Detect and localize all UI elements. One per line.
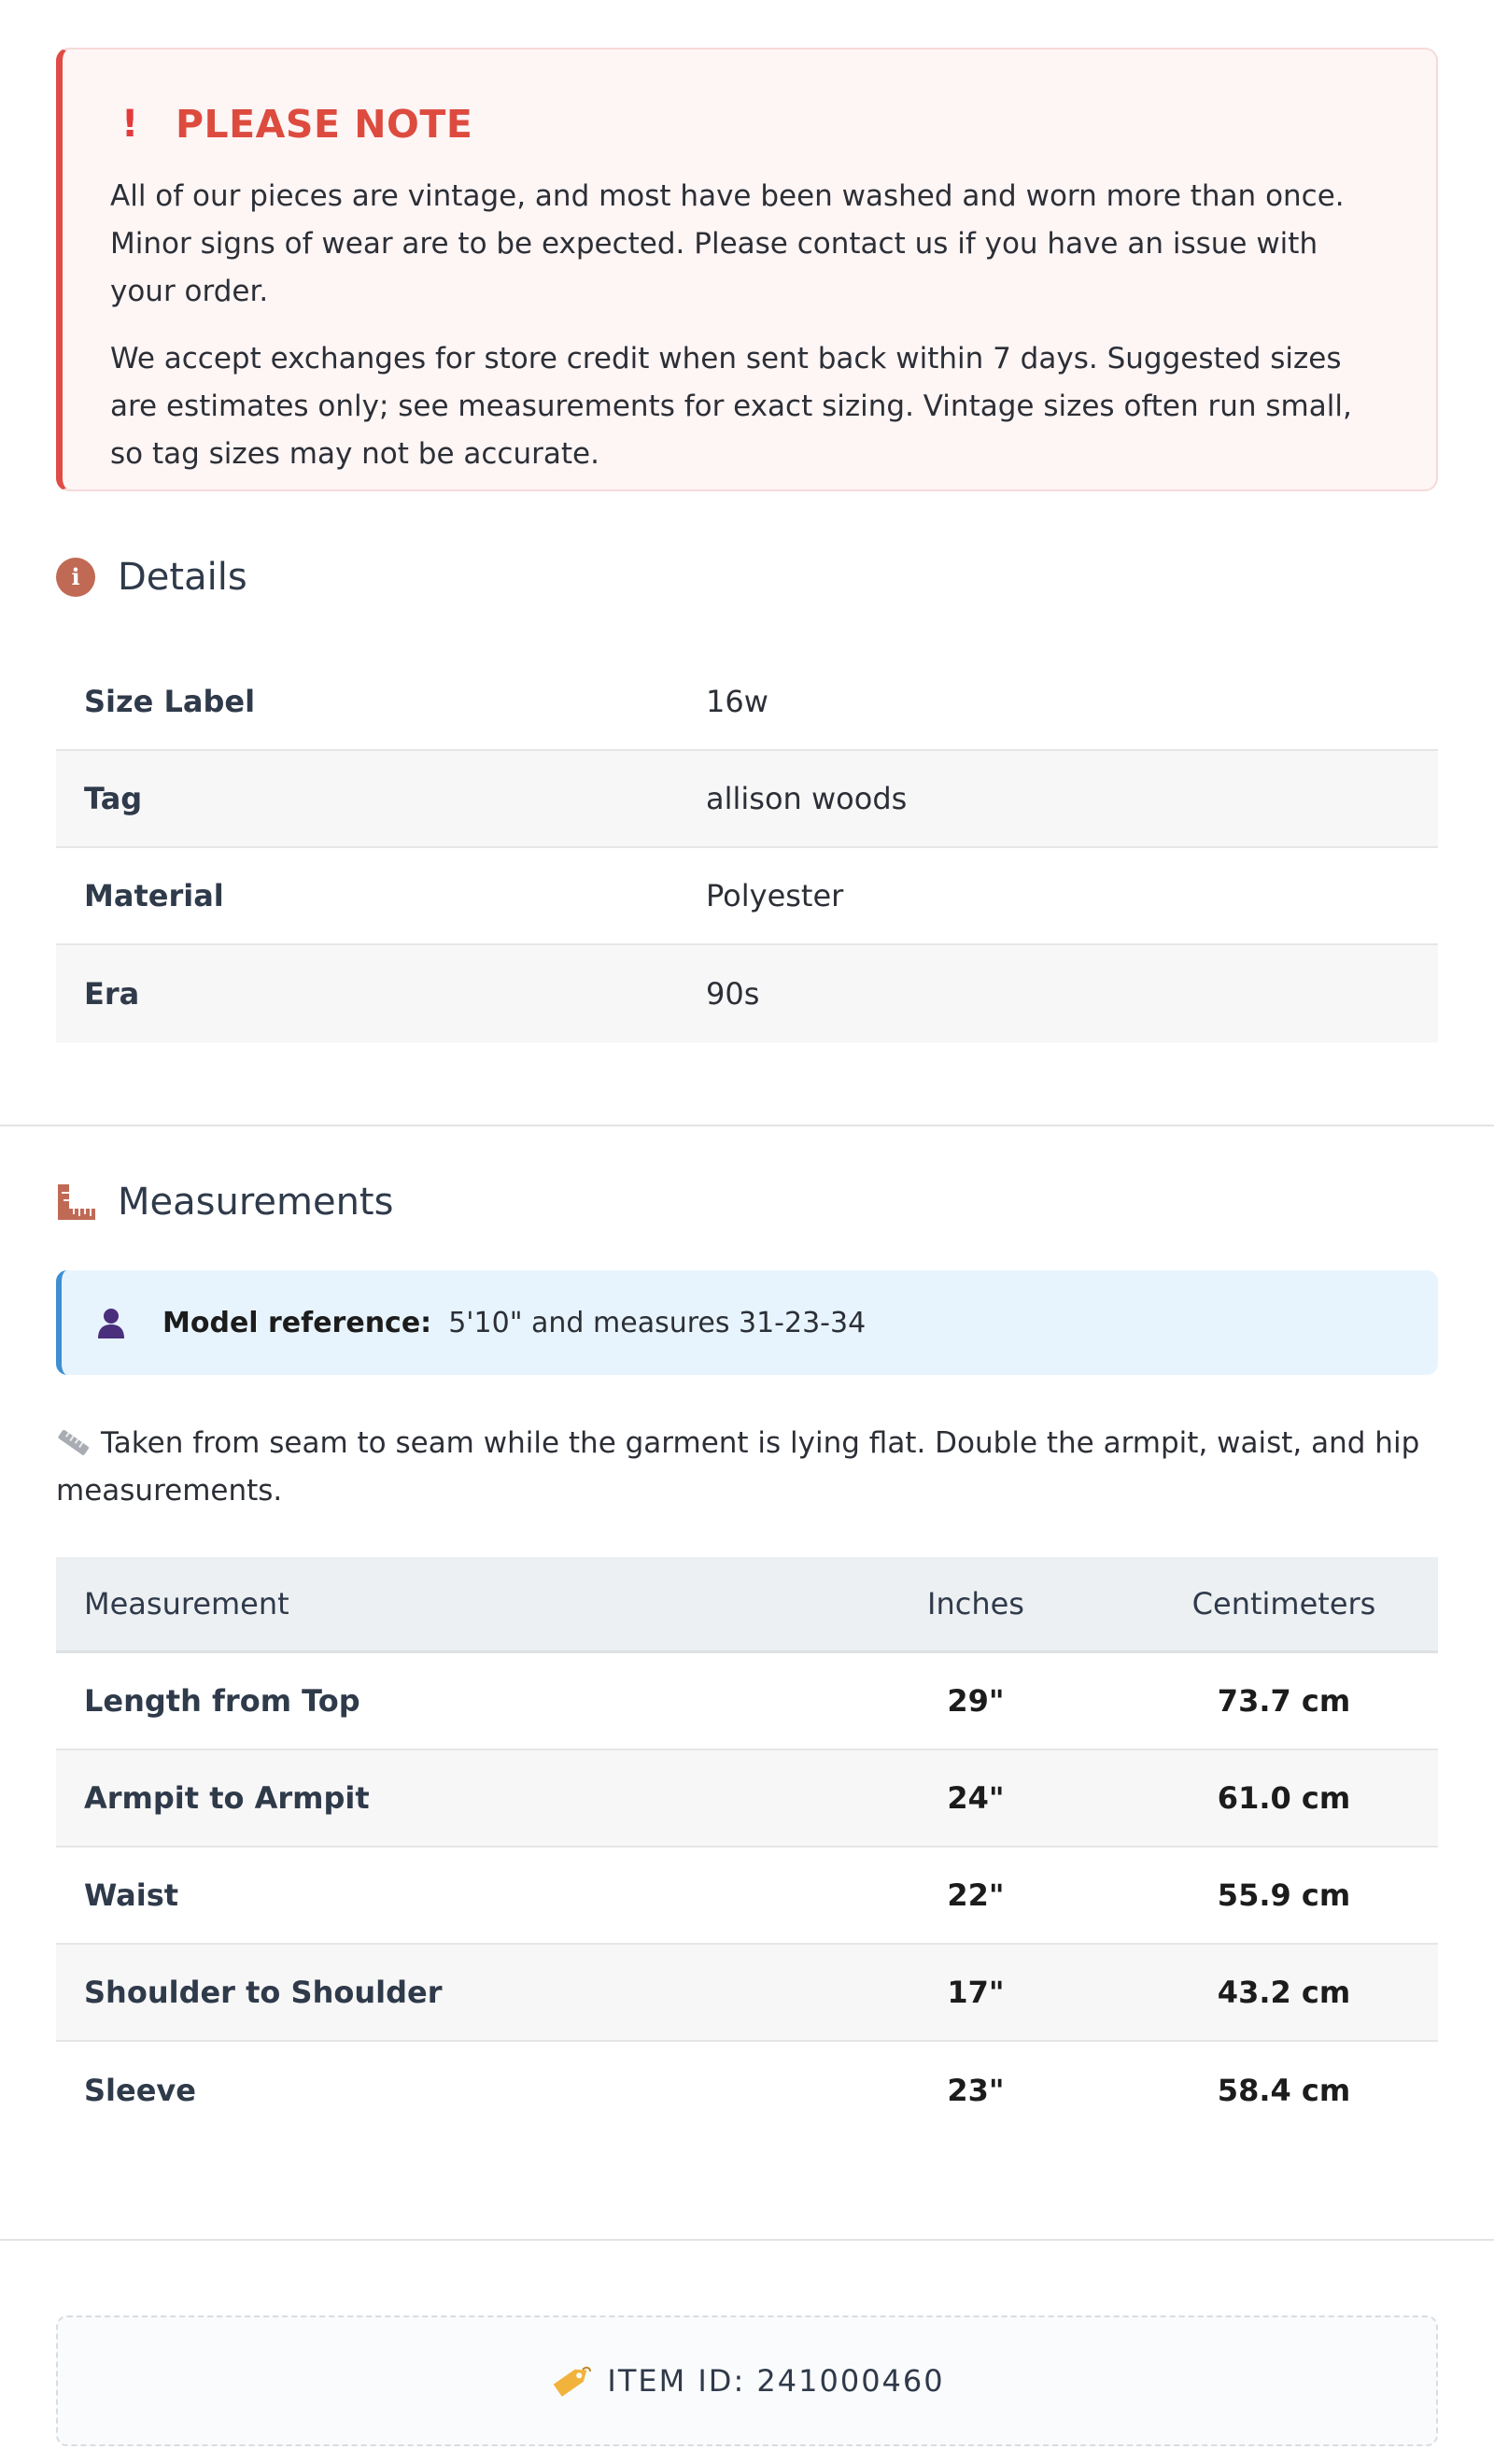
item-id-box (56, 2315, 1438, 2446)
details-value: 90s (706, 976, 760, 1012)
measurement-inches: 29" (947, 1683, 1005, 1719)
measurement-cm: 58.4 cm (1217, 2073, 1351, 2108)
details-label: Tag (84, 781, 143, 816)
table-row (56, 2042, 1438, 2139)
measurement-inches: 23" (947, 2073, 1005, 2108)
measurement-note-text: Taken from seam to seam while the garment is lying flat. Double the armpit, waist, and hip measurements. (56, 1426, 1420, 1508)
measurement-cm: 61.0 cm (1217, 1780, 1351, 1816)
measurement-note (56, 1420, 1438, 1515)
table-row (56, 1848, 1438, 1945)
measurement-inches: 22" (947, 1877, 1005, 1913)
notice-box (56, 48, 1438, 491)
exclamation-icon: ! (121, 103, 139, 146)
details-header (56, 549, 1438, 605)
details-row-era (56, 945, 1438, 1042)
measurement-cm: 55.9 cm (1217, 1877, 1351, 1913)
item-id-label: ITEM ID: 241000460 (607, 2363, 945, 2399)
measurement-inches: 17" (947, 1975, 1005, 2010)
notice-paragraph: All of our pieces are vintage, and most have been washed and worn more than once. Minor signs of wear are to be expected. Please contact us if you have an issue with your order. (110, 179, 1345, 308)
details-label: Era (84, 976, 140, 1012)
table-row (56, 1653, 1438, 1750)
info-icon: i (56, 558, 95, 597)
page-content (0, 48, 1494, 1042)
measurement-name: Waist (84, 1877, 179, 1913)
ruler-icon-wrap (56, 1182, 118, 1222)
measurement-name: Shoulder to Shoulder (84, 1975, 443, 2010)
measurements-title: Measurements (118, 1181, 394, 1224)
details-row-size-label (56, 654, 1438, 751)
notice-title: PLEASE NOTE (176, 102, 473, 147)
measurement-name: Armpit to Armpit (84, 1780, 370, 1816)
details-table (56, 654, 1438, 1042)
measurement-name: Length from Top (84, 1683, 360, 1719)
details-row-tag (56, 751, 1438, 848)
details-label: Size Label (84, 684, 256, 719)
info-icon-wrap (56, 558, 118, 597)
section-divider (0, 1125, 1494, 1126)
details-row-material (56, 848, 1438, 945)
column-header-measurement: Measurement (84, 1586, 289, 1621)
model-reference-text: 5'10" and measures 31-23-34 (448, 1306, 867, 1339)
notice-header (110, 104, 1388, 145)
ruler-icon (56, 1182, 97, 1222)
table-row (56, 1945, 1438, 2042)
person-icon (95, 1306, 127, 1339)
model-reference-box (56, 1270, 1438, 1375)
measurement-name: Sleeve (84, 2073, 196, 2108)
measurement-cm: 43.2 cm (1217, 1975, 1351, 2010)
table-row (56, 1750, 1438, 1848)
details-title: Details (118, 556, 247, 599)
measurement-cm: 73.7 cm (1217, 1683, 1351, 1719)
section-divider (0, 2239, 1494, 2241)
measurements-table (56, 1557, 1438, 2139)
measurements-section (0, 1174, 1494, 2139)
person-icon-wrap (95, 1306, 162, 1339)
ruler-small-icon (56, 1428, 92, 1456)
details-value: allison woods (706, 781, 908, 816)
details-value: 16w (706, 684, 768, 719)
column-header-inches: Inches (927, 1586, 1024, 1621)
item-section (0, 2315, 1494, 2446)
details-value: Polyester (706, 878, 844, 913)
details-label: Material (84, 878, 224, 913)
column-header-centimeters: Centimeters (1191, 1586, 1376, 1621)
model-reference-label: Model reference: (162, 1306, 432, 1339)
measurement-inches: 24" (947, 1780, 1005, 1816)
tag-icon (549, 2362, 594, 2400)
measurements-table-header (56, 1557, 1438, 1653)
notice-paragraph: We accept exchanges for store credit when sent back within 7 days. Suggested sizes are estimates only; see measurements for exact sizing. Vintage sizes often run small, so tag sizes may not be accurate. (110, 342, 1352, 471)
measurements-header (56, 1174, 1438, 1230)
